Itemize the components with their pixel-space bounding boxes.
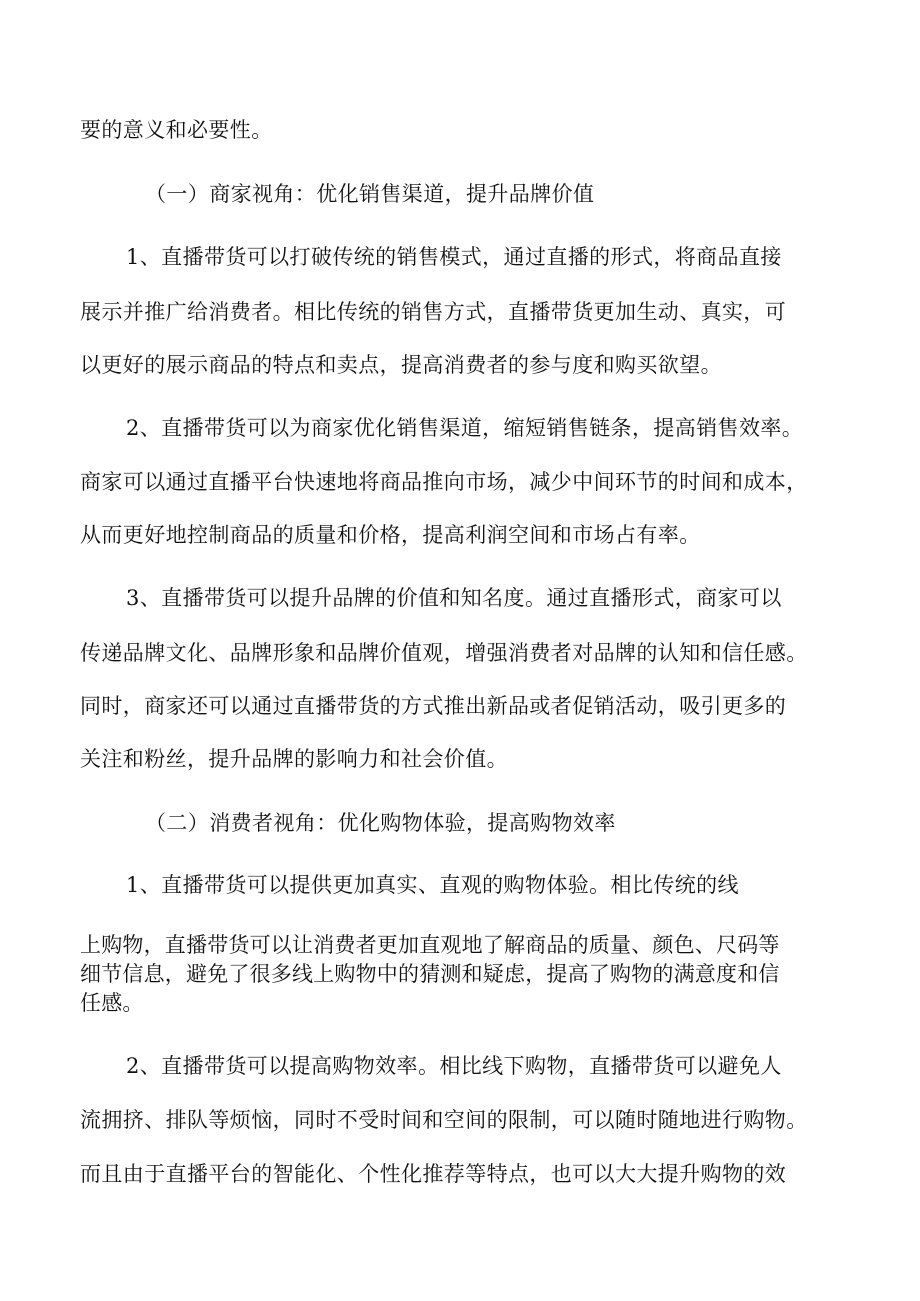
text-line: 关注和粉丝，提升品牌的影响力和社会价值。 [80, 747, 508, 771]
text-line: 传递品牌文化、品牌形象和品牌价值观，增强消费者对品牌的认知和信任感。 [80, 641, 808, 665]
section-heading: （二）消费者视角：优化购物体验，提高购物效率 [145, 811, 616, 835]
text-line: 细节信息，避免了很多线上购物中的猜测和疑虑，提高了购物的满意度和信 [80, 962, 780, 986]
text-line: 流拥挤、排队等烦恼，同时不受时间和空间的限制，可以随时随地进行购物。 [80, 1108, 808, 1132]
text-line: 上购物，直播带货可以让消费者更加直观地了解商品的质量、颜色、尺码等 [80, 933, 780, 957]
text-line: 1、直播带货可以打破传统的销售模式，通过直播的形式，将商品直接 [126, 245, 782, 269]
text-line: 3、直播带货可以提升品牌的价值和知名度。通过直播形式，商家可以 [126, 586, 782, 610]
text-line: 2、直播带货可以提高购物效率。相比线下购物，直播带货可以避免人 [126, 1054, 782, 1078]
text-line: 以更好的展示商品的特点和卖点，提高消费者的参与度和购买欲望。 [80, 353, 722, 377]
text-line: 而且由于直播平台的智能化、个性化推荐等特点，也可以大大提升购物的效 [80, 1162, 787, 1186]
text-line: 要的意义和必要性。 [80, 118, 273, 142]
text-line: 任感。 [80, 991, 144, 1015]
text-line: 同时，商家还可以通过直播带货的方式推出新品或者促销活动，吸引更多的 [80, 694, 787, 718]
text-line: 商家可以通过直播平台快速地将商品推向市场，减少中间环节的时间和成本， [80, 470, 808, 494]
text-line: 2、直播带货可以为商家优化销售渠道，缩短销售链条，提高销售效率。 [126, 416, 804, 440]
text-line: 1、直播带货可以提供更加真实、直观的购物体验。相比传统的线 [126, 873, 739, 897]
text-line: 从而更好地控制商品的质量和价格，提高利润空间和市场占有率。 [80, 523, 701, 547]
text-line: 展示并推广给消费者。相比传统的销售方式，直播带货更加生动、真实，可 [80, 300, 787, 324]
section-heading: （一）商家视角：优化销售渠道，提升品牌价值 [145, 182, 595, 206]
